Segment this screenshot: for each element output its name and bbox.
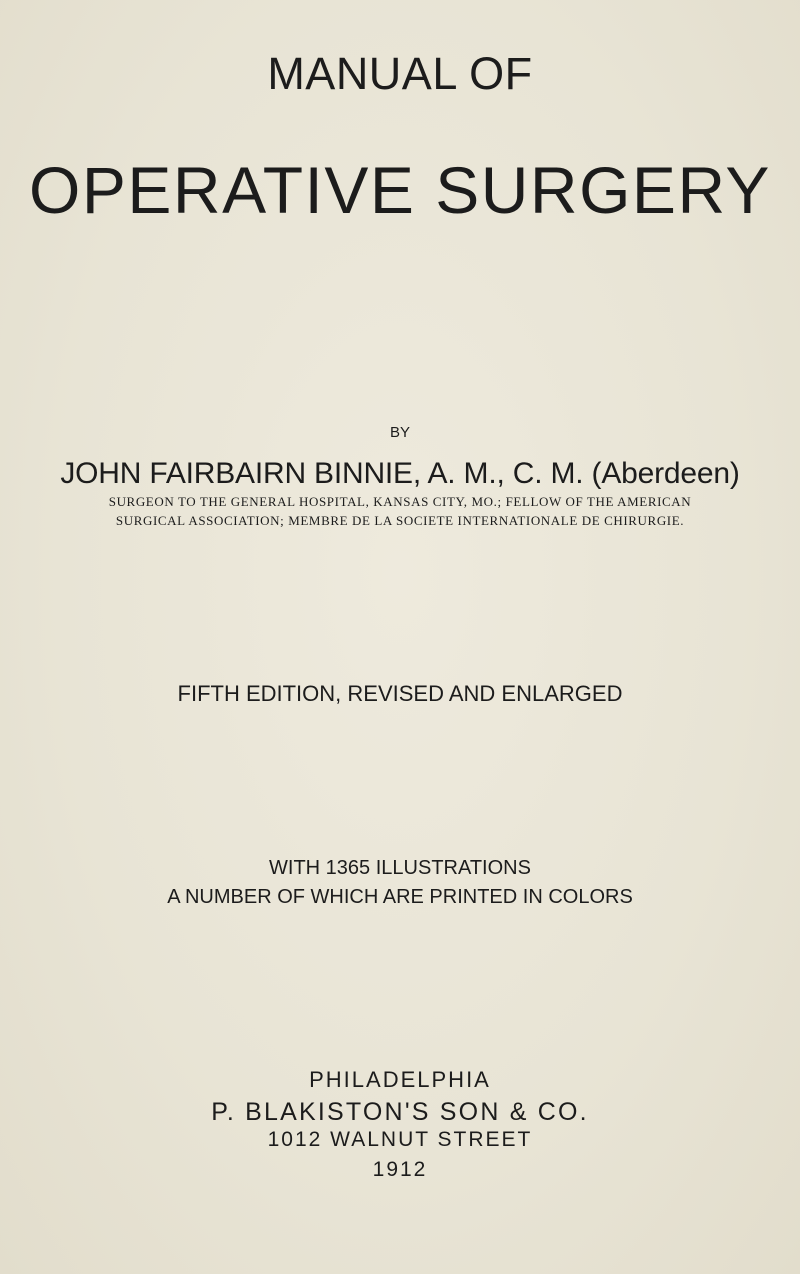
title-line-2: OPERATIVE SURGERY: [29, 153, 771, 227]
imprint-address: 1012 WALNUT STREET: [267, 1128, 533, 1151]
imprint-publisher: P. BLAKISTON'S SON & CO.: [211, 1098, 589, 1126]
author-affiliation-line-2: SURGICAL ASSOCIATION; MEMBRE DE LA SOCIETE INTERNATIONALE DE CHIRURGIE.: [115, 513, 685, 528]
author-name: JOHN FAIRBAIRN BINNIE, A. M., C. M. (Aberdeen): [60, 457, 740, 490]
imprint-year: 1912: [372, 1158, 428, 1181]
illustrations-line-2: A NUMBER OF WHICH ARE PRINTED IN COLORS: [167, 886, 633, 908]
byline: BY: [389, 424, 410, 441]
imprint-place: PHILADELPHIA: [309, 1067, 491, 1092]
author-affiliation-line-1: SURGEON TO THE GENERAL HOSPITAL, KANSAS CITY, MO.; FELLOW OF THE AMERICAN: [108, 494, 692, 509]
edition-statement: FIFTH EDITION, REVISED AND ENLARGED: [177, 681, 623, 706]
title-line-1: MANUAL OF: [267, 48, 533, 99]
illustrations-line-1: WITH 1365 ILLUSTRATIONS: [269, 857, 531, 879]
